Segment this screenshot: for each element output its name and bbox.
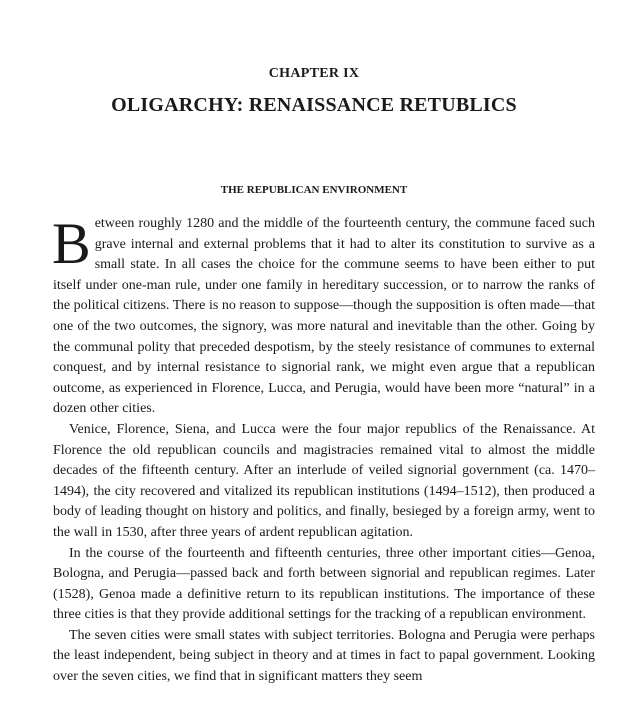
body-text: [52, 211, 595, 688]
paragraph-1-text: etween roughly 1280 and the middle of the fourteenth century, the commune faced such grave internal and external problems that it had to alter its constitution to survive as a small state. In all cases the choice for the commune seems to have been either to put itself under one-man rule, under one family in hereditary succession, or to narrow the ranks of the political citizens. There is no reason to suppose—though the supposition is often made—that one of the two outcomes, the signory, was more natural and inevitable than the other. Going by the communal polity that preceded despotism, by the steely resistance of communes to external conquest, and by internal resistance to signorial rank, we might even argue that a republican outcome, as experienced in Florence, Lucca, and Perugia, would have been more “natural” in a dozen other cities.: [53, 216, 595, 417]
paragraph-1: [52, 211, 595, 420]
chapter-title: OLIGARCHY: RENAISSANCE RETUBLICS: [111, 94, 517, 116]
drop-cap: B: [52, 211, 91, 276]
paragraph-4: The seven cities were small states with subject territories. Bologna and Perugia were perhaps the least independent, being subject in theory and at times in fact to papal government. Looking over the seven cities, we find that in significant matters they seem: [53, 627, 595, 685]
section-heading: THE REPUBLICAN ENVIRONMENT: [220, 184, 408, 196]
paragraph-3: In the course of the fourteenth and fifteenth centuries, three other important cities—Genoa, Bologna, and Perugia—passed back and forth between signorial and republican regimes. Later (1528), Genoa made a definitive return to its republican institutions. The importance of these three cities is that they provide additional settings for the tracking of a republican environment.: [53, 545, 595, 623]
paragraph-2: Venice, Florence, Siena, and Lucca were the four major republics of the Renaissance. At Florence the old republican councils and magistracies remained vital to almost the middle decades of the fifteenth century. After an interlude of veiled signorial government (ca. 1470–1494), the city recovered and vitalized its republican institutions (1494–1512), then produced a body of leading thought on history and politics, and finally, besieged by a foreign army, went to the wall in 1530, after three years of ardent republican agitation.: [53, 421, 595, 540]
chapter-label: CHAPTER IX: [268, 66, 360, 81]
